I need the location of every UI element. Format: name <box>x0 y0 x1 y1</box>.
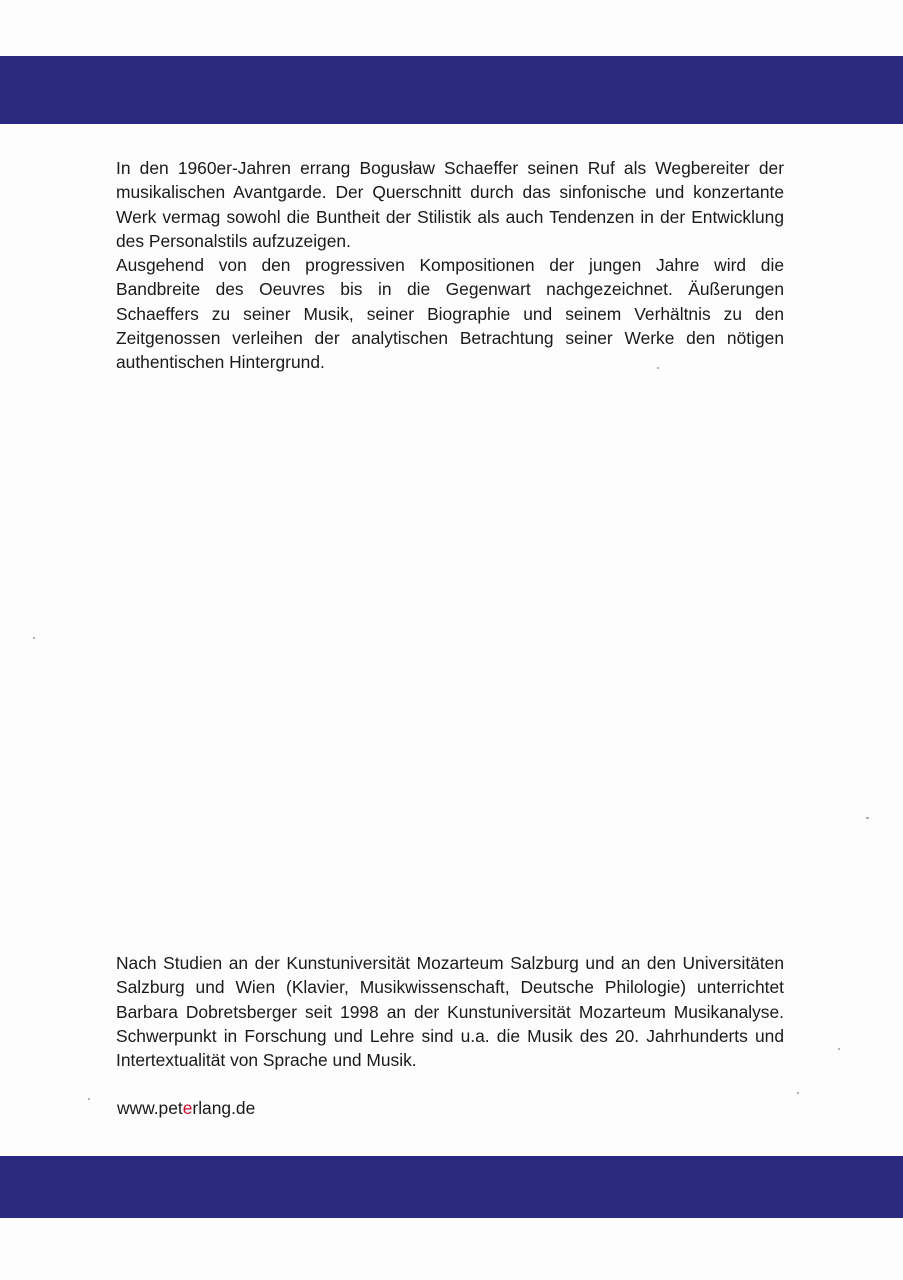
publisher-url-part-1: www.pet <box>117 1098 183 1118</box>
dust-speck <box>866 817 869 819</box>
book-blurb <box>116 156 784 375</box>
author-bio <box>116 951 784 1072</box>
dust-speck <box>88 1098 90 1100</box>
author-bio-text: Nach Studien an der Kunstuniversität Mozarteum Salzburg und an den Universitäten Salzburg und Wien (Klavier, Musikwissenschaft, Deutsche Philologie) unterrichtet Barbara Dobretsberger seit 1998 an der Kunstuniversität Mozarteum Musikanalyse. Schwerpunkt in Forschung und Lehre sind u.a. die Musik des 20. Jahrhunderts und Intertextualität von Sprache und Musik. <box>116 953 784 1071</box>
dust-speck <box>33 637 35 639</box>
top-color-band <box>0 56 903 124</box>
blurb-paragraph-2: Ausgehend von den progressiven Kompositionen der jungen Jahre wird die Bandbreite des Oeuvres bis in die Gegenwart nachgezeichnet. Äußerungen Schaeffers zu seiner Musik, seiner Biographie und seinem Verhältnis zu den Zeitgenossen verleihen der analytischen Betrachtung seiner Werke den nötigen authentischen Hintergrund. <box>116 255 784 373</box>
dust-speck <box>797 1092 799 1094</box>
publisher-url-accent: e <box>182 1098 193 1118</box>
blurb-paragraph-1: In den 1960er-Jahren errang Bogusław Schaeffer seinen Ruf als Wegbereiter der musikalischen Avantgarde. Der Querschnitt durch das sinfonische und konzertante Werk vermag sowohl die Buntheit der Stilistik als auch Tendenzen in der Entwicklung des Personalstils aufzuzeigen. <box>116 158 784 251</box>
publisher-url-part-3: rlang.de <box>192 1098 256 1118</box>
bottom-color-band <box>0 1156 903 1218</box>
publisher-url[interactable] <box>117 1096 255 1120</box>
dust-speck <box>657 367 659 369</box>
dust-speck <box>838 1048 840 1050</box>
